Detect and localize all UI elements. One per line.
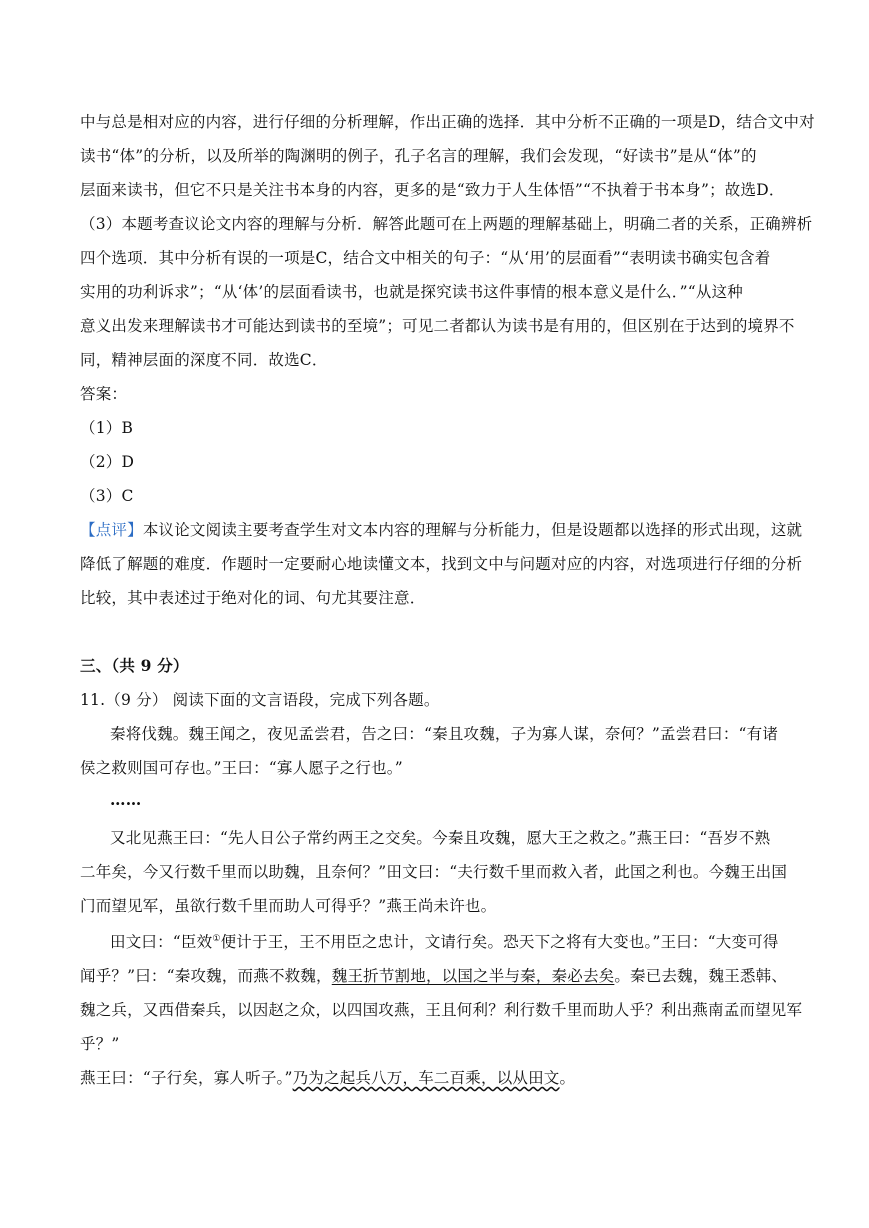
passage-line xyxy=(80,1068,575,1088)
passage-text: 田文曰：“臣效 xyxy=(110,933,213,951)
answer-item: （2）D xyxy=(80,453,135,471)
passage-line: 侯之救则国可存也。”王曰：“寡人愿子之行也。” xyxy=(80,759,403,777)
question-stem: 11.（9 分） 阅读下面的文言语段，完成下列各题。 xyxy=(80,691,440,709)
passage-line: 又北见燕王曰：“先人日公子常约两王之交矣。今秦且攻魏，愿大王之救之。”燕王曰：“吾岁不熟 xyxy=(110,829,771,847)
comment-tag: 【点评】 xyxy=(80,521,143,539)
passage-line: 二年矣，今又行数千里而以助魏，且奈何？”田文曰：“夫行数千里而救入者，此国之利也。今魏王出国 xyxy=(80,863,788,881)
answer-label: 答案： xyxy=(80,385,128,403)
analysis-line: 意义出发来理解读书才可能达到读书的至境”；可见二者都认为读书是有用的，但区别在于达到的境界不 xyxy=(80,317,795,335)
passage-line xyxy=(110,932,779,952)
passage-text: 闻乎？”曰：“秦攻魏，而燕不救魏， xyxy=(80,967,332,985)
footnote-marker: ① xyxy=(212,933,221,944)
wavy-underlined-sentence: 乃为之起兵八万，车二百乘，以从田文 xyxy=(292,1069,560,1087)
answer-item: （3）C xyxy=(80,487,134,505)
passage-line xyxy=(80,966,787,986)
comment-line: 比较，其中表述过于绝对化的词、句尤其要注意． xyxy=(80,589,426,607)
underlined-sentence: 魏王折节割地，以国之半与秦，秦必去矣 xyxy=(331,967,615,985)
analysis-line: 中与总是相对应的内容，进行仔细的分析理解，作出正确的选择．其中分析不正确的一项是D，结合文中对 xyxy=(80,113,815,131)
passage-text: 燕王曰：“子行矣，寡人听子。” xyxy=(80,1069,293,1087)
comment-text: 本议论文阅读主要考查学生对文本内容的理解与分析能力，但是设题都以选择的形式出现，这就 xyxy=(142,521,803,539)
comment-line xyxy=(80,520,802,540)
analysis-line: （3）本题考查议论文内容的理解与分析．解答此题可在上两题的理解基础上，明确二者的关系，正确辨析 xyxy=(80,215,813,233)
passage-text: 。 xyxy=(559,1069,576,1087)
passage-line: 魏之兵，又西借秦兵，以因赵之众，以四国攻燕，王且何利？利行数千里而助人乎？利出燕南孟而望见军 xyxy=(80,1001,803,1019)
analysis-line: 同，精神层面的深度不同．故选C． xyxy=(80,351,328,369)
passage-text: 。秦已去魏，魏王悉韩、 xyxy=(614,967,788,985)
passage-line: 门而望见军，虽欲行数千里而助人可得乎？”燕王尚未许也。 xyxy=(80,897,497,915)
passage-line: 秦将伐魏。魏王闻之，夜见孟尝君，告之曰：“秦且攻魏，子为寡人谋，奈何？”孟尝君曰：“有诸 xyxy=(110,725,779,743)
analysis-line: 读书“体”的分析，以及所举的陶渊明的例子，孔子名言的理解，我们会发现，“好读书”是从“体”的 xyxy=(80,147,757,165)
passage-text: 便计于王，王不用臣之忠计，文请行矣。恐天下之将有大变也。”王曰：“大变可得 xyxy=(220,933,779,951)
passage-line: 乎？” xyxy=(80,1035,120,1053)
analysis-line: 实用的功利诉求”；“从‘体’的层面看读书，也就是探究读书这件事情的根本意义是什么．”“从这种 xyxy=(80,283,744,301)
section-title: 三、（共 9 分） xyxy=(80,656,189,675)
analysis-line: 层面来读书，但它不只是关注书本身的内容，更多的是“致力于人生体悟”“不执着于书本身”；故选D． xyxy=(80,181,785,199)
analysis-line: 四个选项．其中分析有误的一项是C，结合文中相关的句子：“从‘用’的层面看”“表明读书确实包含着 xyxy=(80,249,771,267)
passage-ellipsis: …… xyxy=(110,790,142,809)
comment-line: 降低了解题的难度．作题时一定要耐心地读懂文本，找到文中与问题对应的内容，对选项进行仔细的分析 xyxy=(80,555,803,573)
answer-item: （1）B xyxy=(80,419,134,437)
